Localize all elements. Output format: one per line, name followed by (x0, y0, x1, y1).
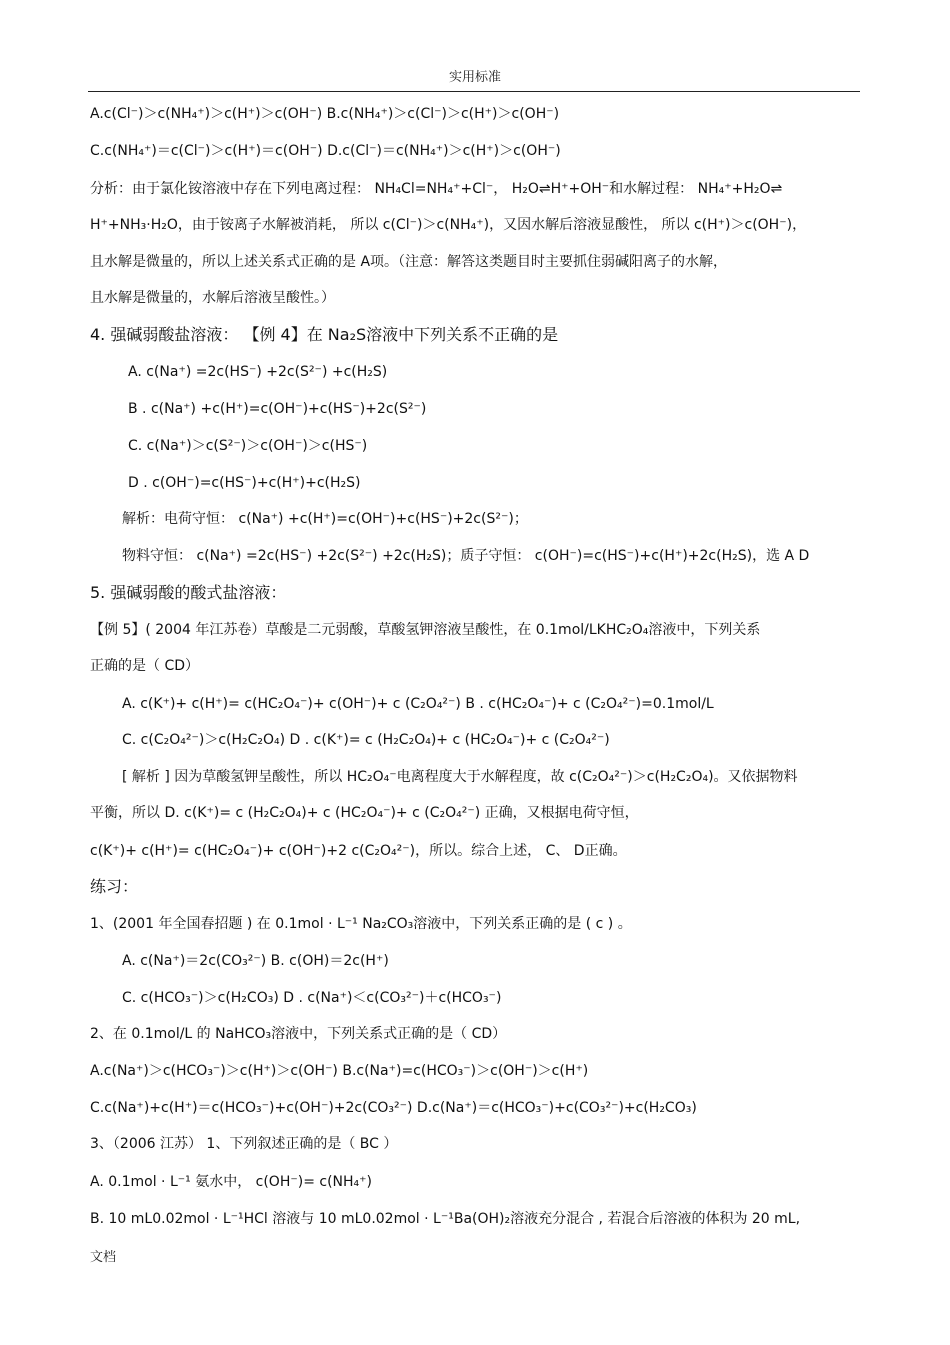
option-line: C.c(Na⁺)+c(H⁺)＝c(HCO₃⁻)+c(OH⁻)+2c(CO₃²⁻) D.c(Na⁺)＝c(HCO₃⁻)+c(CO₃²⁻)+c(H₂CO₃) (90, 1100, 697, 1116)
option-line: C. c(Na⁺)＞c(S²⁻)＞c(OH⁻)＞c(HS⁻) (128, 438, 368, 454)
section-heading: 5. 强碱弱酸的酸式盐溶液： (90, 583, 287, 602)
section-heading: 4. 强碱弱酸盐溶液： 【例 4】在 Na₂S溶液中下列关系不正确的是 (90, 325, 559, 344)
text-line: 且水解是微量的，水解后溶液呈酸性。） (90, 290, 335, 306)
text-line: 3、（2006 江苏） 1、下列叙述正确的是（ BC ） (90, 1136, 398, 1152)
section-heading: 练习： (90, 877, 139, 896)
option-line: A. c(Na⁺) =2c(HS⁻) +2c(S²⁻) +c(H₂S) (128, 364, 388, 380)
option-line: C. c(C₂O₄²⁻)＞c(H₂C₂O₄) D . c(K⁺)= c (H₂C₂O₄)+ c (HC₂O₄⁻)+ c (C₂O₄²⁻) (122, 732, 610, 748)
option-line: A. 0.1mol · L⁻¹ 氨水中， c(OH⁻)= c(NH₄⁺) (90, 1174, 373, 1190)
page-footer: 文档 (90, 1250, 117, 1265)
option-line: A. c(Na⁺)＝2c(CO₃²⁻) B. c(OH)＝2c(H⁺) (122, 953, 389, 969)
text-line: A.c(Cl⁻)＞c(NH₄⁺)＞c(H⁺)＞c(OH⁻) B.c(NH₄⁺)＞c(Cl⁻)＞c(H⁺)＞c(OH⁻) (90, 106, 560, 122)
text-line: 【例 5】( 2004 年江苏卷）草酸是二元弱酸，草酸氢钾溶液呈酸性，在 0.1mol/LKHC₂O₄溶液中，下列关系 (90, 622, 761, 638)
text-line: 且水解是微量的，所以上述关系式正确的是 A项。（注意：解答这类题目时主要抓住弱碱阳离子的水解， (90, 254, 728, 270)
page-header: 实用标准 (448, 70, 501, 85)
option-line: B . c(Na⁺) +c(H⁺)=c(OH⁻)+c(HS⁻)+2c(S²⁻) (128, 401, 427, 417)
text-line: [ 解析 ] 因为草酸氢钾呈酸性，所以 HC₂O₄⁻电离程度大于水解程度，故 c(C₂O₄²⁻)＞c(H₂C₂O₄)。又依据物料 (122, 769, 798, 785)
text-line: 分析：由于氯化铵溶液中存在下列电离过程： NH₄Cl=NH₄⁺+Cl⁻， H₂O⇌H⁺+OH⁻和水解过程： NH₄⁺+H₂O⇌ (90, 181, 783, 197)
text-line: 平衡，所以 D. c(K⁺)= c (H₂C₂O₄)+ c (HC₂O₄⁻)+ c (C₂O₄²⁻) 正确，又根据电荷守恒， (90, 805, 639, 821)
text-line: 1、(2001 年全国春招题 ) 在 0.1mol · L⁻¹ Na₂CO₃溶液中，下列关系正确的是 ( c ) 。 (90, 916, 632, 932)
text-line: 解析：电荷守恒： c(Na⁺) +c(H⁺)=c(OH⁻)+c(HS⁻)+2c(S²⁻)； (122, 511, 528, 527)
text-line: H⁺+NH₃·H₂O，由于铵离子水解被消耗， 所以 c(Cl⁻)＞c(NH₄⁺)，又因水解后溶液显酸性， 所以 c(H⁺)＞c(OH⁻)， (90, 217, 807, 233)
text-line: 2、在 0.1mol/L 的 NaHCO₃溶液中，下列关系式正确的是（ CD） (90, 1026, 507, 1042)
option-line: D . c(OH⁻)=c(HS⁻)+c(H⁺)+c(H₂S) (128, 475, 361, 491)
option-line: C. c(HCO₃⁻)＞c(H₂CO₃) D . c(Na⁺)＜c(CO₃²⁻)＋c(HCO₃⁻) (122, 990, 502, 1006)
text-line: c(K⁺)+ c(H⁺)= c(HC₂O₄⁻)+ c(OH⁻)+2 c(C₂O₄²⁻)，所以。综合上述， C、 D正确。 (90, 843, 627, 859)
option-line: A. c(K⁺)+ c(H⁺)= c(HC₂O₄⁻)+ c(OH⁻)+ c (C₂O₄²⁻) B . c(HC₂O₄⁻)+ c (C₂O₄²⁻)=0.1mol/L (122, 696, 714, 712)
text-line: C.c(NH₄⁺)＝c(Cl⁻)＞c(H⁺)＝c(OH⁻) D.c(Cl⁻)＝c(NH₄⁺)＞c(H⁺)＞c(OH⁻) (90, 143, 561, 159)
text-line: 物料守恒： c(Na⁺) =2c(HS⁻) +2c(S²⁻) +2c(H₂S)；质子守恒： c(OH⁻)=c(HS⁻)+c(H⁺)+2c(H₂S)，选 A D (122, 548, 810, 564)
header-rule (88, 91, 860, 92)
option-line: B. 10 mL0.02mol · L⁻¹HCl 溶液与 10 mL0.02mol · L⁻¹Ba(OH)₂溶液充分混合 , 若混合后溶液的体积为 20 mL, (90, 1211, 801, 1227)
text-line: 正确的是（ CD） (90, 658, 200, 674)
option-line: A.c(Na⁺)＞c(HCO₃⁻)＞c(H⁺)＞c(OH⁻) B.c(Na⁺)=c(HCO₃⁻)＞c(OH⁻)＞c(H⁺) (90, 1063, 589, 1079)
